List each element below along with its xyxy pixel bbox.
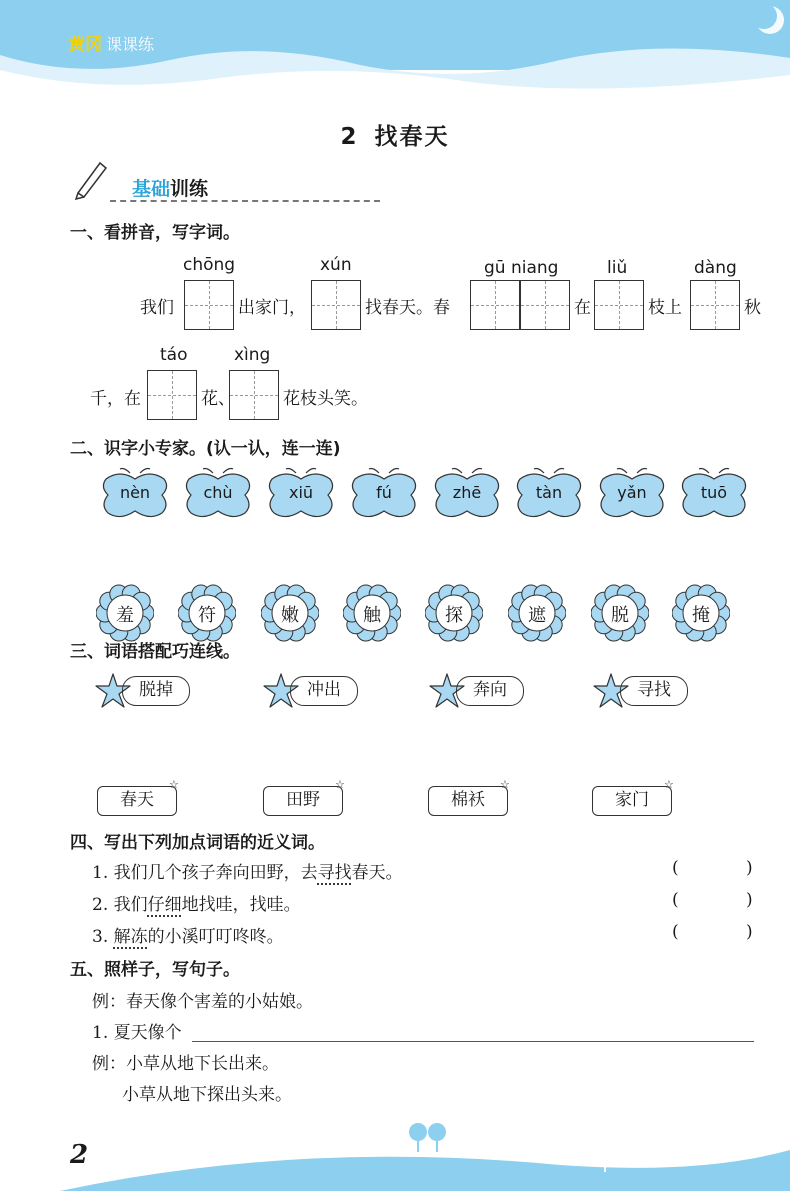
answer-paren-open[interactable]: (	[672, 922, 679, 942]
section-divider	[110, 200, 380, 202]
q1-text: 花、	[201, 389, 235, 409]
butterfly-card[interactable]	[432, 465, 502, 525]
butterfly-pinyin: fú	[376, 483, 392, 502]
butterfly-pinyin: nèn	[119, 483, 151, 502]
butterfly-card[interactable]	[349, 465, 419, 525]
pinyin-tao: táo	[160, 345, 188, 365]
word-box[interactable]: 春天	[97, 786, 177, 816]
sentence-item: 1. 我们几个孩子奔向田野，去寻找春天。	[92, 863, 403, 883]
q5-question: 1. 夏天像个	[92, 1023, 182, 1043]
star-icon: ☆	[169, 778, 179, 791]
butterfly-pinyin: yǎn	[617, 483, 647, 502]
word-pill[interactable]: 奔向	[456, 676, 524, 706]
answer-paren-close[interactable]: )	[746, 858, 753, 878]
star-icon: ☆	[664, 778, 674, 791]
write-box[interactable]	[311, 280, 361, 330]
q3-heading: 三、词语搭配巧连线。	[70, 642, 240, 662]
answer-paren-open[interactable]: (	[672, 890, 679, 910]
answer-paren-open[interactable]: (	[672, 858, 679, 878]
word-box[interactable]: 田野	[263, 786, 343, 816]
flower-card[interactable]	[508, 584, 566, 642]
flower-character: 探	[445, 605, 463, 626]
write-box[interactable]	[594, 280, 644, 330]
sentence-item: 3. 解冻的小溪叮叮咚咚。	[92, 927, 284, 947]
flower-character: 符	[198, 605, 216, 626]
sentence-item: 2. 我们仔细地找哇，找哇。	[92, 895, 301, 915]
butterfly-pinyin: tuō	[700, 483, 728, 502]
write-box[interactable]	[690, 280, 740, 330]
flower-card[interactable]	[96, 584, 154, 642]
flower-card[interactable]	[343, 584, 401, 642]
q1-text: 秋	[744, 298, 761, 318]
flower-card[interactable]	[178, 584, 236, 642]
flower-character: 羞	[116, 605, 134, 626]
dotted-word: 仔细	[147, 895, 182, 915]
flower-character: 嫩	[281, 605, 299, 626]
example-sentence: 例：小草从地下长出来。	[92, 1054, 279, 1074]
q1-text: 千，在	[90, 389, 141, 409]
pinyin-xun: xún	[320, 255, 352, 275]
q1-text: 枝上	[648, 298, 682, 318]
dotted-word: 寻找	[317, 863, 352, 883]
butterfly-pinyin: tàn	[535, 483, 563, 502]
q5-heading: 五、照样子，写句子。	[70, 960, 240, 980]
pinyin-xing: xìng	[234, 345, 271, 365]
flower-character: 掩	[692, 605, 710, 626]
write-box[interactable]	[470, 280, 520, 330]
butterfly-card[interactable]	[100, 465, 170, 525]
dotted-word: 解冻	[113, 927, 148, 947]
q2-heading: 二、识字小专家。(认一认，连一连)	[70, 439, 341, 459]
q1-text: 找春天。春	[365, 298, 450, 318]
example-sentence: 例：春天像个害羞的小姑娘。	[92, 992, 313, 1012]
flower-card[interactable]	[672, 584, 730, 642]
q1-text: 出家门，	[238, 298, 306, 318]
write-box[interactable]	[147, 370, 197, 420]
footer-decoration	[0, 1110, 790, 1191]
example-sentence: 小草从地下探出头来。	[122, 1085, 292, 1105]
butterfly-pinyin: chù	[203, 483, 233, 502]
butterfly-card[interactable]	[183, 465, 253, 525]
word-box[interactable]: 棉袄	[428, 786, 508, 816]
star-icon: ☆	[500, 778, 510, 791]
butterfly-card[interactable]	[514, 465, 584, 525]
pencil-icon	[70, 155, 110, 200]
flower-character: 脱	[611, 605, 629, 626]
pinyin-dang: dàng	[694, 258, 737, 278]
butterfly-pinyin: xiū	[288, 483, 314, 502]
answer-paren-close[interactable]: )	[746, 890, 753, 910]
page-title: 2 找春天	[340, 124, 450, 150]
word-pill[interactable]: 冲出	[290, 676, 358, 706]
word-pill[interactable]: 脱掉	[122, 676, 190, 706]
pinyin-liu: liǔ	[607, 258, 628, 278]
flower-card[interactable]	[425, 584, 483, 642]
star-icon: ☆	[335, 778, 345, 791]
q1-text: 在	[574, 298, 591, 318]
butterfly-card[interactable]	[266, 465, 336, 525]
page-number: 2	[70, 1140, 89, 1170]
q1-heading: 一、看拼音，写字词。	[70, 223, 240, 243]
butterfly-pinyin: zhē	[452, 483, 482, 502]
write-box[interactable]	[520, 280, 570, 330]
flower-character: 遮	[528, 605, 546, 626]
pinyin-guniang: gū niang	[484, 258, 559, 278]
q1-text: 我们	[140, 298, 174, 318]
word-box[interactable]: 家门	[592, 786, 672, 816]
q4-heading: 四、写出下列加点词语的近义词。	[70, 833, 325, 853]
answer-line[interactable]	[192, 1040, 754, 1042]
word-pill[interactable]: 寻找	[620, 676, 688, 706]
butterfly-card[interactable]	[679, 465, 749, 525]
q1-text: 花枝头笑。	[283, 389, 368, 409]
flower-card[interactable]	[591, 584, 649, 642]
brand-logo: 黄冈 课课练	[68, 35, 155, 55]
pinyin-chong: chōng	[183, 255, 236, 275]
section-label: 基础训练	[132, 178, 209, 200]
flower-card[interactable]	[261, 584, 319, 642]
answer-paren-close[interactable]: )	[746, 922, 753, 942]
write-box[interactable]	[229, 370, 279, 420]
write-box[interactable]	[184, 280, 234, 330]
butterfly-card[interactable]	[597, 465, 667, 525]
flower-character: 触	[363, 605, 381, 626]
